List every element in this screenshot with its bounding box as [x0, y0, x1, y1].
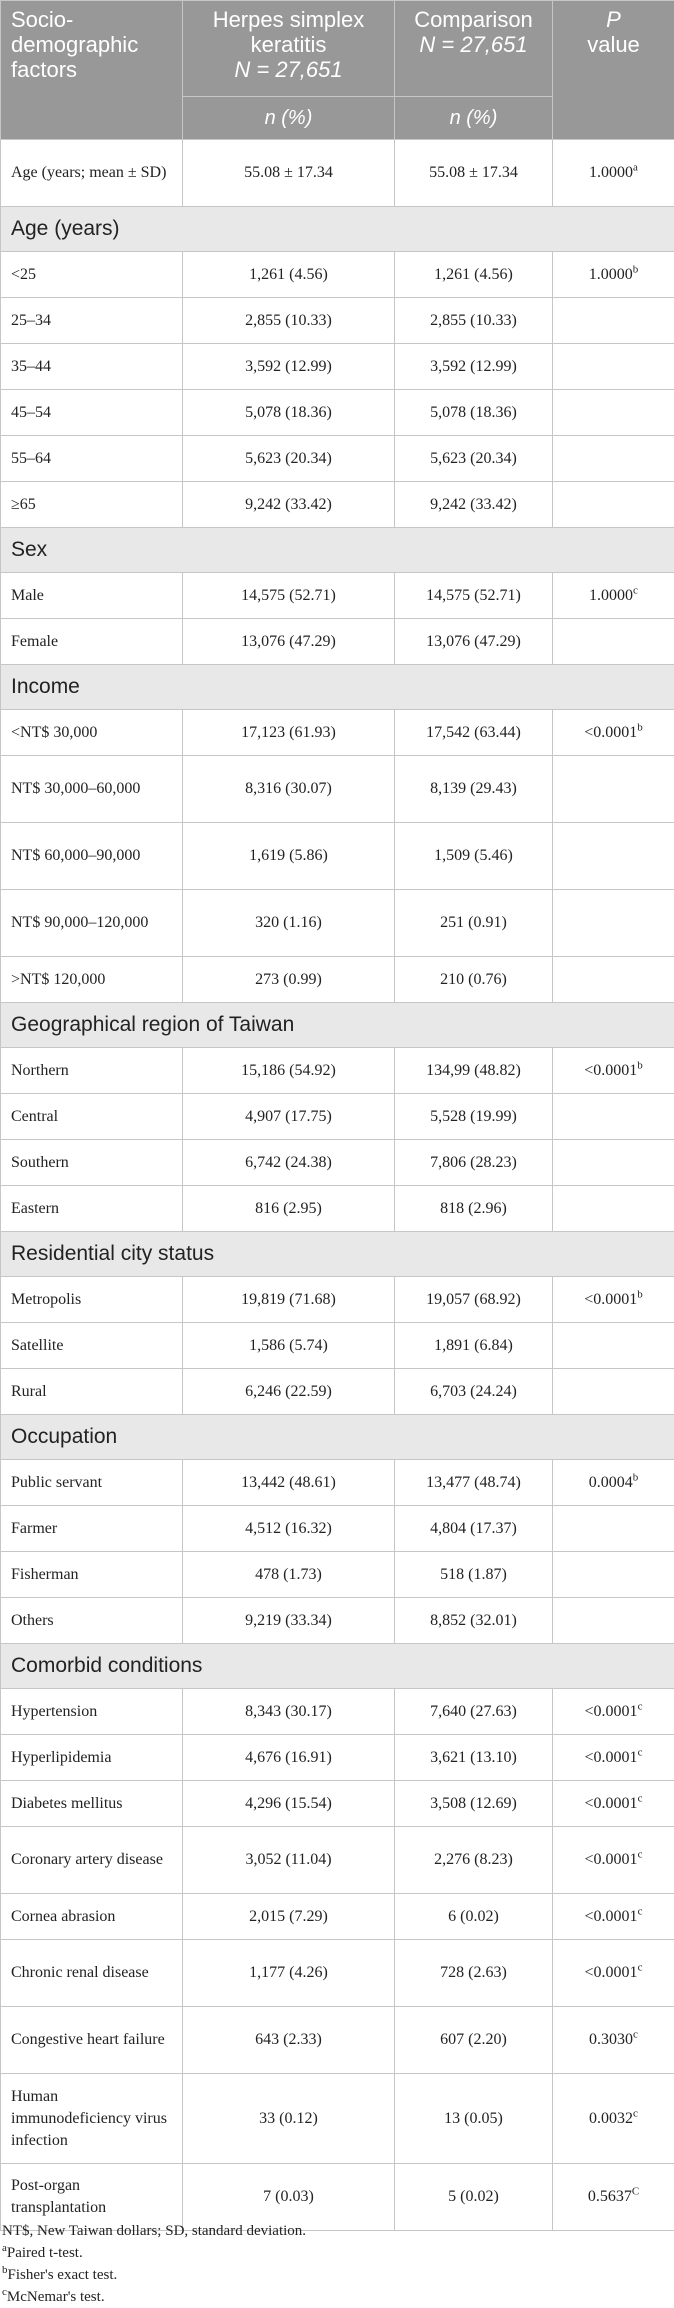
header-hsk [183, 1, 395, 97]
p-value-footnote-mark: c [638, 1746, 643, 1758]
hsk-value: 9,242 (33.42) [183, 482, 395, 528]
p-value-footnote-mark: c [633, 2029, 638, 2041]
row-label: Public servant [1, 1460, 183, 1506]
hsk-value: 7 (0.03) [183, 2164, 395, 2231]
comparison-value: 13,076 (47.29) [395, 619, 553, 665]
row-label: 55–64 [1, 436, 183, 482]
row-label: <NT$ 30,000 [1, 710, 183, 756]
section-row [1, 1415, 674, 1460]
table-row [1, 890, 674, 957]
row-label: Others [1, 1598, 183, 1644]
comparison-value: 5,078 (18.36) [395, 390, 553, 436]
hsk-value: 14,575 (52.71) [183, 573, 395, 619]
hsk-value: 17,123 (61.93) [183, 710, 395, 756]
row-label: Southern [1, 1140, 183, 1186]
p-value [553, 1186, 674, 1232]
hsk-value: 5,623 (20.34) [183, 436, 395, 482]
header-comparison-name: Comparison [414, 7, 533, 32]
comparison-value: 6 (0.02) [395, 1894, 553, 1940]
p-value [553, 756, 674, 823]
footnote-a: $^a$Paired t-test. [2, 2242, 662, 2264]
comparison-value: 5,623 (20.34) [395, 436, 553, 482]
p-value [553, 140, 674, 207]
comparison-value: 5,528 (19.99) [395, 1094, 553, 1140]
p-value [553, 1552, 674, 1598]
p-value-number: 0.0032 [589, 2110, 633, 2127]
p-value [553, 1323, 674, 1369]
row-label: 45–54 [1, 390, 183, 436]
p-value [553, 1598, 674, 1644]
p-value-footnote-mark: b [637, 1059, 643, 1071]
hsk-value: 320 (1.16) [183, 890, 395, 957]
comparison-value: 6,703 (24.24) [395, 1369, 553, 1415]
row-label: 25–34 [1, 298, 183, 344]
comparison-value: 2,855 (10.33) [395, 298, 553, 344]
header-hsk-n: N = 27,651 [234, 57, 342, 82]
p-value [553, 573, 674, 619]
p-value-number: 1.0000 [589, 587, 633, 604]
footnote-abbreviations: NT$, New Taiwan dollars; SD, standard deviation. [2, 2220, 662, 2242]
hsk-value: 8,316 (30.07) [183, 756, 395, 823]
comparison-value: 55.08 ± 17.34 [395, 140, 553, 207]
table-row [1, 436, 674, 482]
p-value-number: <0.0001 [584, 1291, 637, 1308]
section-title: Residential city status [1, 1232, 674, 1277]
table-row [1, 1552, 674, 1598]
p-value-number: <0.0001 [585, 1749, 638, 1766]
p-value [553, 1689, 674, 1735]
p-value-number: 0.5637 [588, 2188, 632, 2205]
row-label: Satellite [1, 1323, 183, 1369]
hsk-value: 643 (2.33) [183, 2007, 395, 2074]
p-value [553, 436, 674, 482]
row-label: NT$ 90,000–120,000 [1, 890, 183, 957]
table-row [1, 756, 674, 823]
hsk-value: 2,855 (10.33) [183, 298, 395, 344]
row-label: Female [1, 619, 183, 665]
p-value-number: <0.0001 [585, 1908, 638, 1925]
comparison-value: 1,509 (5.46) [395, 823, 553, 890]
comparison-value: 518 (1.87) [395, 1552, 553, 1598]
p-value [553, 344, 674, 390]
p-value [553, 390, 674, 436]
row-label: Hypertension [1, 1689, 183, 1735]
p-value-footnote-mark: b [633, 1471, 639, 1483]
comparison-value: 19,057 (68.92) [395, 1277, 553, 1323]
section-title: Income [1, 665, 674, 710]
row-label: Male [1, 573, 183, 619]
section-title: Sex [1, 528, 674, 573]
comparison-value: 13 (0.05) [395, 2074, 553, 2164]
section-row [1, 665, 674, 710]
p-value-footnote-mark: c [633, 584, 638, 596]
table-row [1, 252, 674, 298]
p-value [553, 1460, 674, 1506]
p-value-number: <0.0001 [585, 1964, 638, 1981]
comparison-value: 607 (2.20) [395, 2007, 553, 2074]
p-value [553, 2007, 674, 2074]
hsk-value: 9,219 (33.34) [183, 1598, 395, 1644]
p-value [553, 482, 674, 528]
table-row [1, 482, 674, 528]
comparison-value: 8,852 (32.01) [395, 1598, 553, 1644]
p-value [553, 298, 674, 344]
comparison-value: 3,621 (13.10) [395, 1735, 553, 1781]
row-label: Metropolis [1, 1277, 183, 1323]
comparison-value: 251 (0.91) [395, 890, 553, 957]
table-row [1, 1323, 674, 1369]
section-title: Occupation [1, 1415, 674, 1460]
table-row [1, 2074, 674, 2164]
row-label: <25 [1, 252, 183, 298]
p-value-footnote-mark: c [638, 1792, 643, 1804]
table-row [1, 1369, 674, 1415]
comparison-value: 5 (0.02) [395, 2164, 553, 2231]
hsk-value: 1,177 (4.26) [183, 1940, 395, 2007]
section-title: Geographical region of Taiwan [1, 1003, 674, 1048]
table-row [1, 1598, 674, 1644]
p-value-footnote-mark: b [637, 721, 643, 733]
p-value [553, 1781, 674, 1827]
table-row [1, 298, 674, 344]
p-value-number: <0.0001 [585, 1851, 638, 1868]
table-row [1, 1506, 674, 1552]
comparison-value: 8,139 (29.43) [395, 756, 553, 823]
table-row [1, 1460, 674, 1506]
p-value [553, 890, 674, 957]
p-value-footnote-mark: c [638, 1700, 643, 1712]
table-row [1, 1940, 674, 2007]
p-value [553, 1048, 674, 1094]
hsk-value: 13,076 (47.29) [183, 619, 395, 665]
section-row [1, 528, 674, 573]
comparison-value: 17,542 (63.44) [395, 710, 553, 756]
header-p-word: value [587, 32, 640, 57]
header-factors: Socio-demographic factors [1, 1, 183, 140]
p-value-footnote-mark: c [638, 1962, 643, 1974]
p-value [553, 1369, 674, 1415]
hsk-value: 19,819 (71.68) [183, 1277, 395, 1323]
p-value-number: <0.0001 [585, 1703, 638, 1720]
table-row [1, 957, 674, 1003]
header-p-letter: P [606, 7, 621, 32]
hsk-value: 33 (0.12) [183, 2074, 395, 2164]
p-value-footnote-mark: b [633, 263, 639, 275]
p-value-number: 1.0000 [589, 164, 633, 181]
table-row [1, 140, 674, 207]
row-label: Farmer [1, 1506, 183, 1552]
comparison-value: 7,806 (28.23) [395, 1140, 553, 1186]
section-row [1, 207, 674, 252]
comparison-value: 728 (2.63) [395, 1940, 553, 2007]
comparison-value: 134,99 (48.82) [395, 1048, 553, 1094]
p-value [553, 2074, 674, 2164]
p-value-number: <0.0001 [584, 1062, 637, 1079]
row-label: Central [1, 1094, 183, 1140]
footnote-c: $^c$McNemar's test. [2, 2286, 662, 2308]
table-row [1, 1827, 674, 1894]
p-value [553, 252, 674, 298]
section-row [1, 1644, 674, 1689]
row-label: Chronic renal disease [1, 1940, 183, 2007]
hsk-value: 4,907 (17.75) [183, 1094, 395, 1140]
row-label: Rural [1, 1369, 183, 1415]
comparison-value: 3,508 (12.69) [395, 1781, 553, 1827]
p-value [553, 957, 674, 1003]
comparison-value: 4,804 (17.37) [395, 1506, 553, 1552]
p-value [553, 1277, 674, 1323]
hsk-value: 5,078 (18.36) [183, 390, 395, 436]
p-value-footnote-mark: b [637, 1288, 643, 1300]
p-value [553, 619, 674, 665]
table-row [1, 619, 674, 665]
header-comparison-unit: n (%) [395, 97, 553, 140]
table-row [1, 1048, 674, 1094]
row-label: Northern [1, 1048, 183, 1094]
p-value-footnote-mark: C [632, 2186, 639, 2198]
hsk-value: 4,676 (16.91) [183, 1735, 395, 1781]
row-label: NT$ 60,000–90,000 [1, 823, 183, 890]
p-value-number: 0.0004 [589, 1474, 633, 1491]
table-footnotes [2, 2220, 662, 2308]
row-label: Congestive heart failure [1, 2007, 183, 2074]
comparison-value: 818 (2.96) [395, 1186, 553, 1232]
hsk-value: 273 (0.99) [183, 957, 395, 1003]
hsk-value: 816 (2.95) [183, 1186, 395, 1232]
p-value [553, 710, 674, 756]
row-label: Fisherman [1, 1552, 183, 1598]
hsk-value: 1,586 (5.74) [183, 1323, 395, 1369]
section-title: Comorbid conditions [1, 1644, 674, 1689]
table-header [1, 1, 674, 140]
comparison-value: 14,575 (52.71) [395, 573, 553, 619]
p-value-number: 0.3030 [589, 2031, 633, 2048]
comparison-value: 9,242 (33.42) [395, 482, 553, 528]
table-body [1, 140, 674, 2231]
p-value-number: <0.0001 [584, 724, 637, 741]
hsk-value: 55.08 ± 17.34 [183, 140, 395, 207]
table-row [1, 344, 674, 390]
p-value-footnote-mark: c [633, 2107, 638, 2119]
hsk-value: 2,015 (7.29) [183, 1894, 395, 1940]
table-row [1, 1277, 674, 1323]
hsk-value: 4,296 (15.54) [183, 1781, 395, 1827]
hsk-value: 6,246 (22.59) [183, 1369, 395, 1415]
section-title: Age (years) [1, 207, 674, 252]
hsk-value: 13,442 (48.61) [183, 1460, 395, 1506]
header-p-value [553, 1, 674, 140]
hsk-value: 1,261 (4.56) [183, 252, 395, 298]
comparison-value: 13,477 (48.74) [395, 1460, 553, 1506]
hsk-value: 8,343 (30.17) [183, 1689, 395, 1735]
p-value [553, 1735, 674, 1781]
row-label: Hyperlipidemia [1, 1735, 183, 1781]
footnote-b: $^b$Fisher's exact test. [2, 2264, 662, 2286]
row-label: Post-organ transplantation [1, 2164, 183, 2231]
section-row [1, 1232, 674, 1277]
table-row [1, 710, 674, 756]
hsk-value: 6,742 (24.38) [183, 1140, 395, 1186]
row-label: NT$ 30,000–60,000 [1, 756, 183, 823]
row-label: 35–44 [1, 344, 183, 390]
comparison-value: 1,891 (6.84) [395, 1323, 553, 1369]
p-value [553, 1940, 674, 2007]
comparison-value: 210 (0.76) [395, 957, 553, 1003]
row-label: ≥65 [1, 482, 183, 528]
p-value [553, 1506, 674, 1552]
header-comparison [395, 1, 553, 97]
p-value-footnote-mark: c [638, 1905, 643, 1917]
hsk-value: 4,512 (16.32) [183, 1506, 395, 1552]
row-label: >NT$ 120,000 [1, 957, 183, 1003]
hsk-value: 478 (1.73) [183, 1552, 395, 1598]
header-comparison-n: N = 27,651 [419, 32, 527, 57]
p-value [553, 823, 674, 890]
table-row [1, 1094, 674, 1140]
p-value-number: <0.0001 [585, 1795, 638, 1812]
table-row [1, 1140, 674, 1186]
hsk-value: 3,052 (11.04) [183, 1827, 395, 1894]
p-value [553, 1140, 674, 1186]
table-row [1, 823, 674, 890]
row-label: Eastern [1, 1186, 183, 1232]
p-value [553, 1894, 674, 1940]
header-hsk-name: Herpes simplex keratitis [213, 7, 365, 57]
table-row [1, 390, 674, 436]
header-hsk-unit: n (%) [183, 97, 395, 140]
row-label: Cornea abrasion [1, 1894, 183, 1940]
row-label: Coronary artery disease [1, 1827, 183, 1894]
comparison-value: 1,261 (4.56) [395, 252, 553, 298]
row-label: Diabetes mellitus [1, 1781, 183, 1827]
table-row [1, 1735, 674, 1781]
table-row [1, 2007, 674, 2074]
p-value-footnote-mark: c [638, 1849, 643, 1861]
comparison-value: 2,276 (8.23) [395, 1827, 553, 1894]
p-value [553, 1827, 674, 1894]
section-row [1, 1003, 674, 1048]
table-row [1, 573, 674, 619]
row-label: Age (years; mean ± SD) [1, 140, 183, 207]
hsk-value: 15,186 (54.92) [183, 1048, 395, 1094]
p-value [553, 1094, 674, 1140]
table-row [1, 1781, 674, 1827]
comparison-value: 3,592 (12.99) [395, 344, 553, 390]
comparison-value: 7,640 (27.63) [395, 1689, 553, 1735]
hsk-value: 1,619 (5.86) [183, 823, 395, 890]
p-value-footnote-mark: a [633, 162, 638, 174]
row-label: Human immunodeficiency virus infection [1, 2074, 183, 2164]
table-row [1, 1689, 674, 1735]
hsk-value: 3,592 (12.99) [183, 344, 395, 390]
p-value-number: 1.0000 [589, 266, 633, 283]
table-row [1, 1894, 674, 1940]
table-row [1, 1186, 674, 1232]
